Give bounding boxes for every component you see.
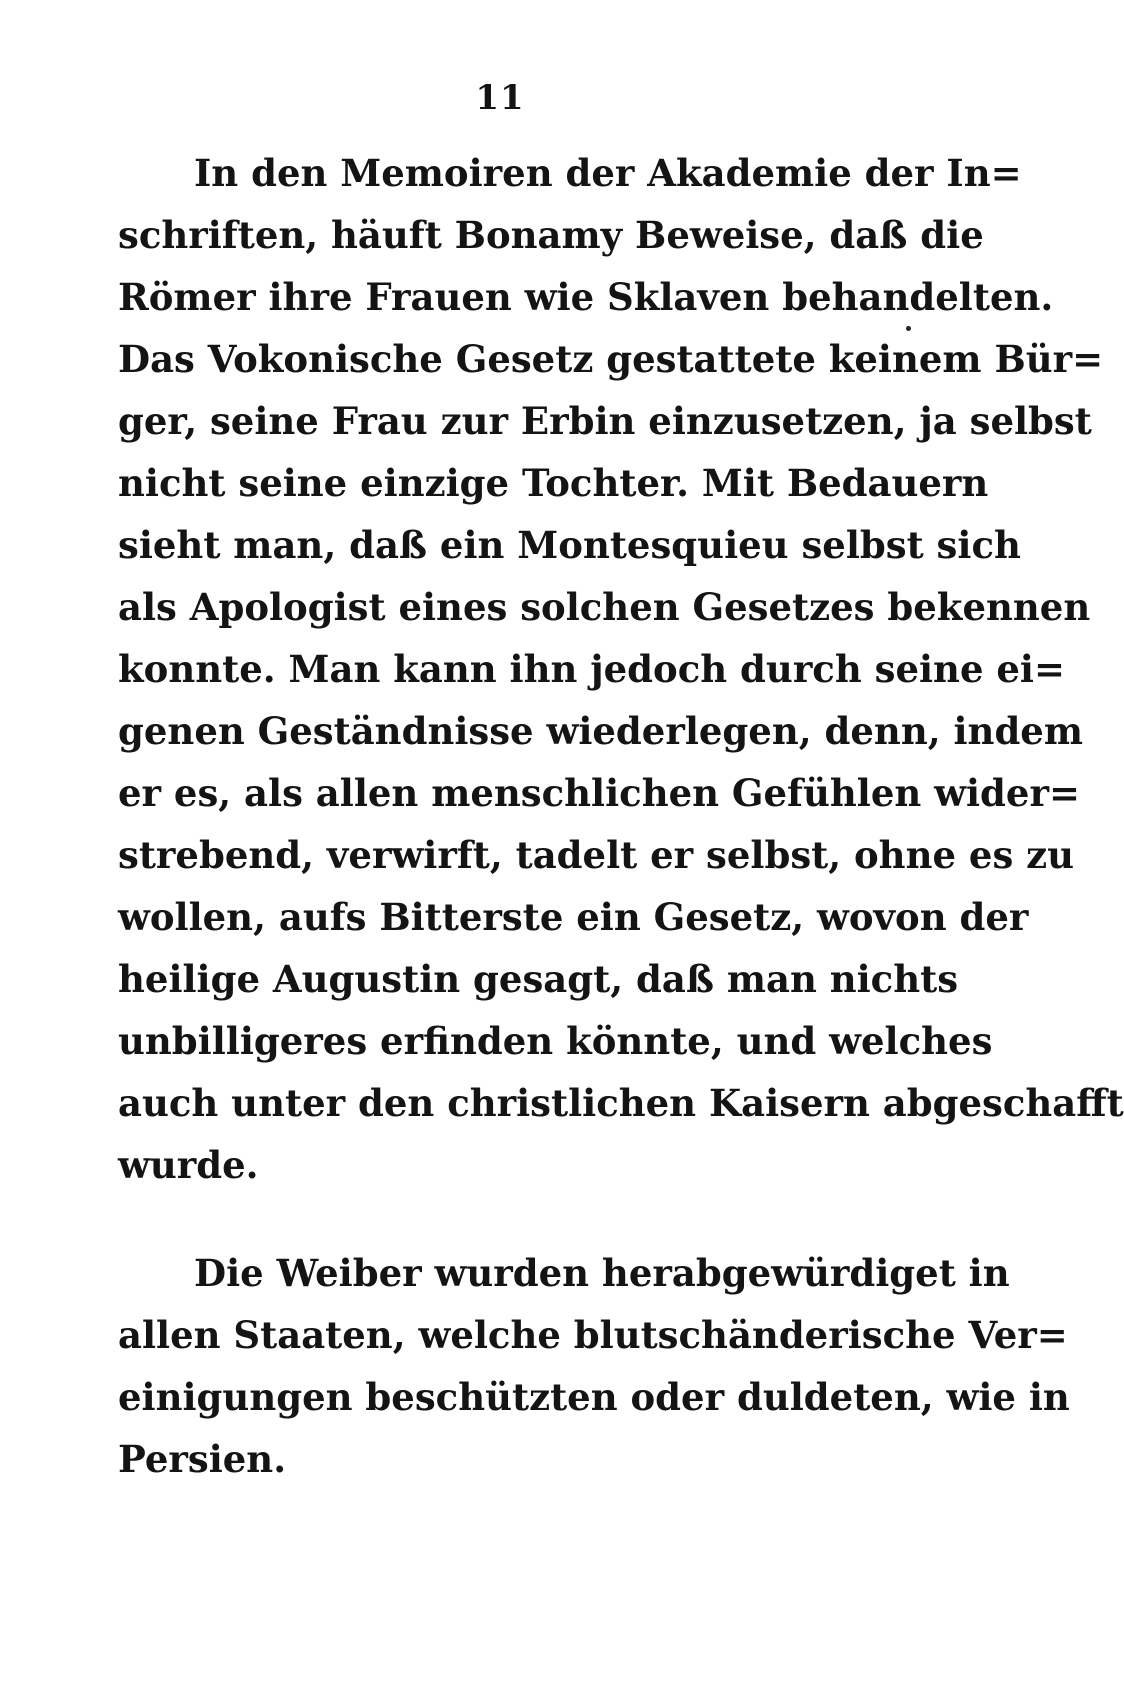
text-line: In den Memoiren der Akademie der In= [194, 151, 1022, 195]
text-line: Das Vokonische Gesetz gestattete keinem Bür= [118, 337, 1104, 381]
text-line: allen Staaten, welche blutschänderische Ver= [118, 1313, 1068, 1357]
text-line: strebend, verwirft, tadelt er selbst, ohne es zu [118, 833, 1075, 877]
text-line: unbilligeres erfinden könnte, und welches [118, 1019, 993, 1063]
text-line: konnte. Man kann ihn jedoch durch seine ei= [118, 647, 1065, 691]
text-line: einigungen beschützten oder duldeten, wie in [118, 1375, 1070, 1419]
text-line: heilige Augustin gesagt, daß man nichts [118, 957, 959, 1001]
paragraph-1 [118, 142, 1124, 1196]
text-line: auch unter den christlichen Kaisern abgeschafft [118, 1081, 1124, 1125]
text-line: wollen, aufs Bitterste ein Gesetz, wovon der [118, 895, 1029, 939]
text-line: genen Geständnisse wiederlegen, denn, indem [118, 709, 1083, 753]
print-speck [906, 326, 911, 331]
text-line: schriften, häuft Bonamy Beweise, daß die [118, 213, 984, 257]
text-line: Die Weiber wurden herabgewürdiget in [194, 1251, 1010, 1295]
text-line: nicht seine einzige Tochter. Mit Bedauern [118, 461, 989, 505]
paragraph-2 [118, 1242, 1070, 1490]
text-line: sieht man, daß ein Montesquieu selbst sich [118, 523, 1021, 567]
text-line: Persien. [118, 1437, 287, 1481]
text-line: Römer ihre Frauen wie Sklaven behandelten. [118, 275, 1054, 319]
text-line: wurde. [118, 1143, 259, 1187]
text-line: als Apologist eines solchen Gesetzes bekennen [118, 585, 1091, 629]
text-line: er es, als allen menschlichen Gefühlen wider= [118, 771, 1080, 815]
page-number: 11 [475, 78, 525, 118]
text-line: ger, seine Frau zur Erbin einzusetzen, ja selbst [118, 399, 1092, 443]
